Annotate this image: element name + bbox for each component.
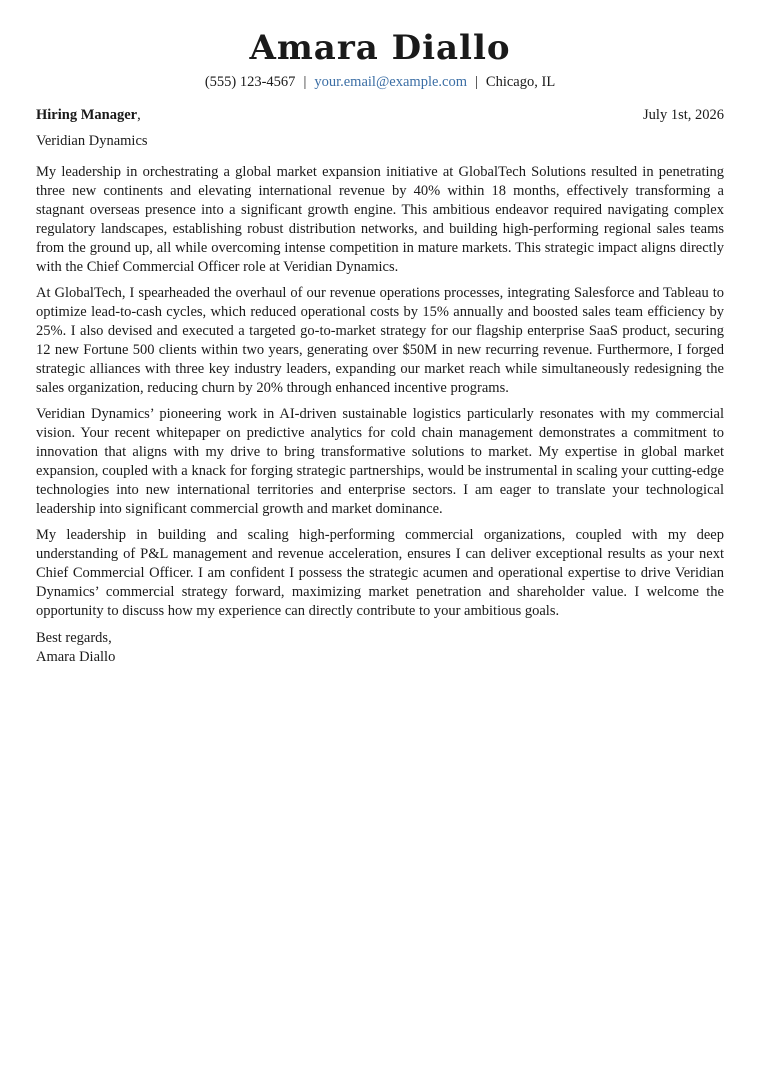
recipient-row [36,106,724,125]
cover-letter-page [36,24,724,667]
recipient-company: Veridian Dynamics [36,133,148,149]
letter-body [36,106,724,667]
location: Chicago, IL [485,74,556,90]
paragraph-1: My leadership in orchestrating a global market expansion initiative at GlobalTech Solutions resulted in penetrating three new continents and elevating international revenue by 40% within 18 months, effectively transforming a stagnant overseas presence into a significant growth engine. This ambitious endeavor required navigating complex regulatory landscapes, establishing robust distribution networks, and building high-performing regional sales teams from the ground up, all while overcoming intense competition in mature markets. This strategic impact aligns directly with the Chief Commercial Officer role at Veridian Dynamics. [36,164,724,275]
recipient-title: Hiring Manager [36,107,138,123]
closing-salutation: Best regards, [36,630,112,646]
paragraph-4: My leadership in building and scaling high-performing commercial organizations, coupled with my deep understanding of P&L management and revenue acceleration, ensures I can deliver exceptional results as your next Chief Commercial Officer. I am confident I possess the strategic acumen and operational expertise to drive Veridian Dynamics’ commercial strategy forward, maximizing market penetration and shareholder value. I welcome the opportunity to discuss how my experience can directly contribute to your ambitious goals. [36,527,724,619]
contact-separator: | [303,74,307,90]
signature-name: Amara Diallo [36,649,116,665]
paragraph-2: At GlobalTech, I spearheaded the overhaul of our revenue operations processes, integrating Salesforce and Tableau to optimize lead-to-cash cycles, which reduced operational costs by 15% annually and boosted sales team efficiency by 25%. I also devised and executed a targeted go-to-market strategy for our flagship enterprise SaaS product, securing 12 new Fortune 500 clients within two years, generating over $50M in new recurring revenue. Furthermore, I forged strategic alliances with three key industry leaders, expanding our market reach while simultaneously redesigning the sales organization, reducing churn by 20% through enhanced incentive programs. [36,285,724,396]
recipient-comma: , [137,107,141,123]
recipient-greeting [36,106,141,125]
applicant-name: Amara Diallo [249,28,511,68]
phone-number: (555) 123-4567 [204,74,296,90]
letter-date: July 1st, 2026 [643,107,724,123]
closing-block [36,629,724,667]
contact-line [36,72,724,92]
contact-separator: | [475,74,478,90]
paragraph-3: Veridian Dynamics’ pioneering work in AI-driven sustainable logistics particularly resonates with my commercial vision. Your recent whitepaper on predictive analytics for cold chain management demonstrates a commitment to innovation that aligns with my drive to bring transformative solutions to market. My expertise in global market expansion, coupled with a knack for forging strategic partnerships, would be instrumental in scaling your cutting-edge technologies into new international territories and enterprise sectors. I am eager to translate your technological leadership into significant commercial growth and market dominance. [36,406,724,517]
email-link[interactable]: your.email@example.com [314,74,468,90]
